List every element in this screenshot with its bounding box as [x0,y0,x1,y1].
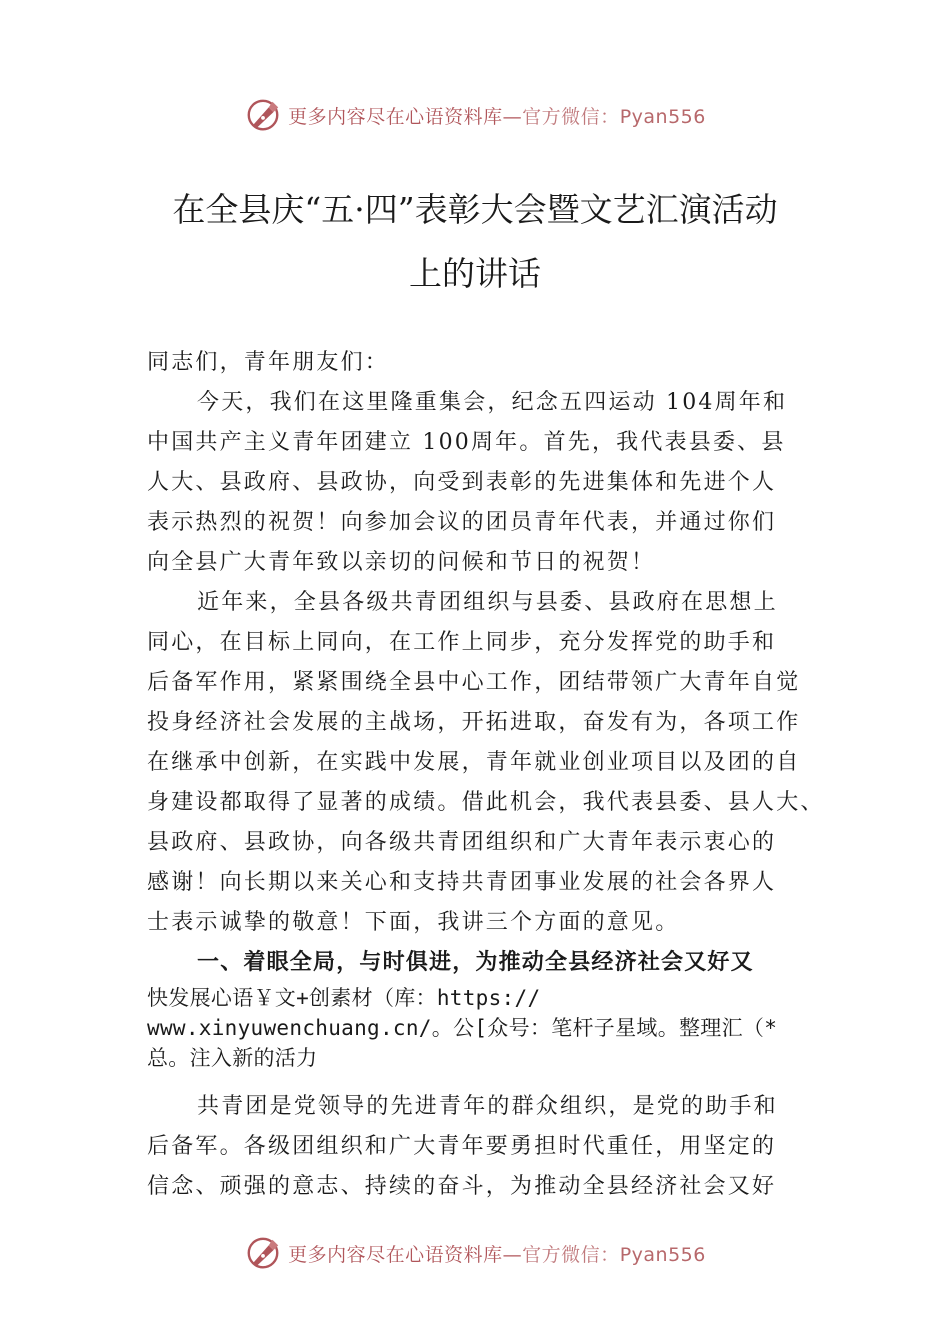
paragraph-line: 近年来，全县各级共青团组织与县委、县政府在思想上 [197,590,778,615]
paragraph-line: 后备军。各级团组织和广大青年要勇担时代重任，用坚定的 [147,1134,777,1159]
banner-slogan: 更多内容尽在心语资料库— [288,105,523,128]
paragraph-line: 投身经济社会发展的主战场，开拓进取，奋发有为，各项工作 [147,710,801,735]
banner-text [288,102,706,129]
banner-wechat-label: 官方微信： [522,105,620,128]
mixed-text-block [147,983,827,1073]
banner-slogan: 更多内容尽在心语资料库— [288,1243,523,1266]
pen-nib-logo-icon [244,96,282,134]
paragraph-2 [147,583,827,943]
paragraph-line: 今天，我们在这里隆重集会，纪念五四运动 104周年和 [197,390,788,415]
paragraph-line: 信念、顽强的意志、持续的奋斗，为推动全县经济社会又好 [147,1174,777,1199]
paragraph-line: 向全县广大青年致以亲切的问候和节日的祝贺！ [147,550,656,575]
paragraph-line: 表示热烈的祝贺！向参加会议的团员青年代表，并通过你们 [147,510,777,535]
paragraph-line: 在继承中创新，在实践中发展，青年就业创业项目以及团的自 [147,750,801,775]
paragraph-line: 感谢！向长期以来关心和支持共青团事业发展的社会各界人 [147,870,777,895]
mixed-line: www.xinyuwenchuang.cn/。公[众号：笔杆子星域。整理汇（* [147,1016,778,1040]
paragraph-3 [147,1087,827,1207]
mixed-line: 总。注入新的活力 [147,1046,318,1070]
section-heading-1: 一、着眼全局，与时俱进，为推动全县经济社会又好又 [197,950,754,975]
title-line-1: 在全县庆“五·四”表彰大会暨文艺汇演活动 [172,190,778,229]
banner-wechat-id: Pyan556 [619,105,706,128]
paragraph-line: 身建设都取得了显著的成绩。借此机会，我代表县委、县人大、 [147,790,825,815]
pen-nib-logo-icon [244,1234,282,1272]
paragraph-1 [147,383,827,583]
document-body [147,343,827,1207]
paragraph-line: 士表示诚挚的敬意！下面，我讲三个方面的意见。 [147,910,680,935]
paragraph-line: 中国共产主义青年团建立 100周年。首先，我代表县委、县 [147,430,786,455]
paragraph-line: 后备军作用，紧紧围绕全县中心工作，团结带领广大青年自觉 [147,670,801,695]
banner-wechat-id: Pyan556 [619,1243,706,1266]
paragraph-line: 同心，在目标上同向，在工作上同步，充分发挥党的助手和 [147,630,777,655]
paragraph-line: 人大、县政府、县政协，向受到表彰的先进集体和先进个人 [147,470,777,495]
footer-banner [0,1231,950,1275]
banner-text [288,1240,706,1267]
document-title [100,178,850,306]
paragraph-line: 县政府、县政协，向各级共青团组织和广大青年表示衷心的 [147,830,777,855]
header-banner [0,93,950,137]
paragraph-line: 共青团是党领导的先进青年的群众组织，是党的助手和 [197,1094,778,1119]
title-line-2: 上的讲话 [409,254,541,293]
banner-wechat-label: 官方微信： [522,1243,620,1266]
mixed-line: 快发展心语￥文+创素材（库：https:// [147,986,541,1010]
salutation: 同志们，青年朋友们： [147,350,390,375]
